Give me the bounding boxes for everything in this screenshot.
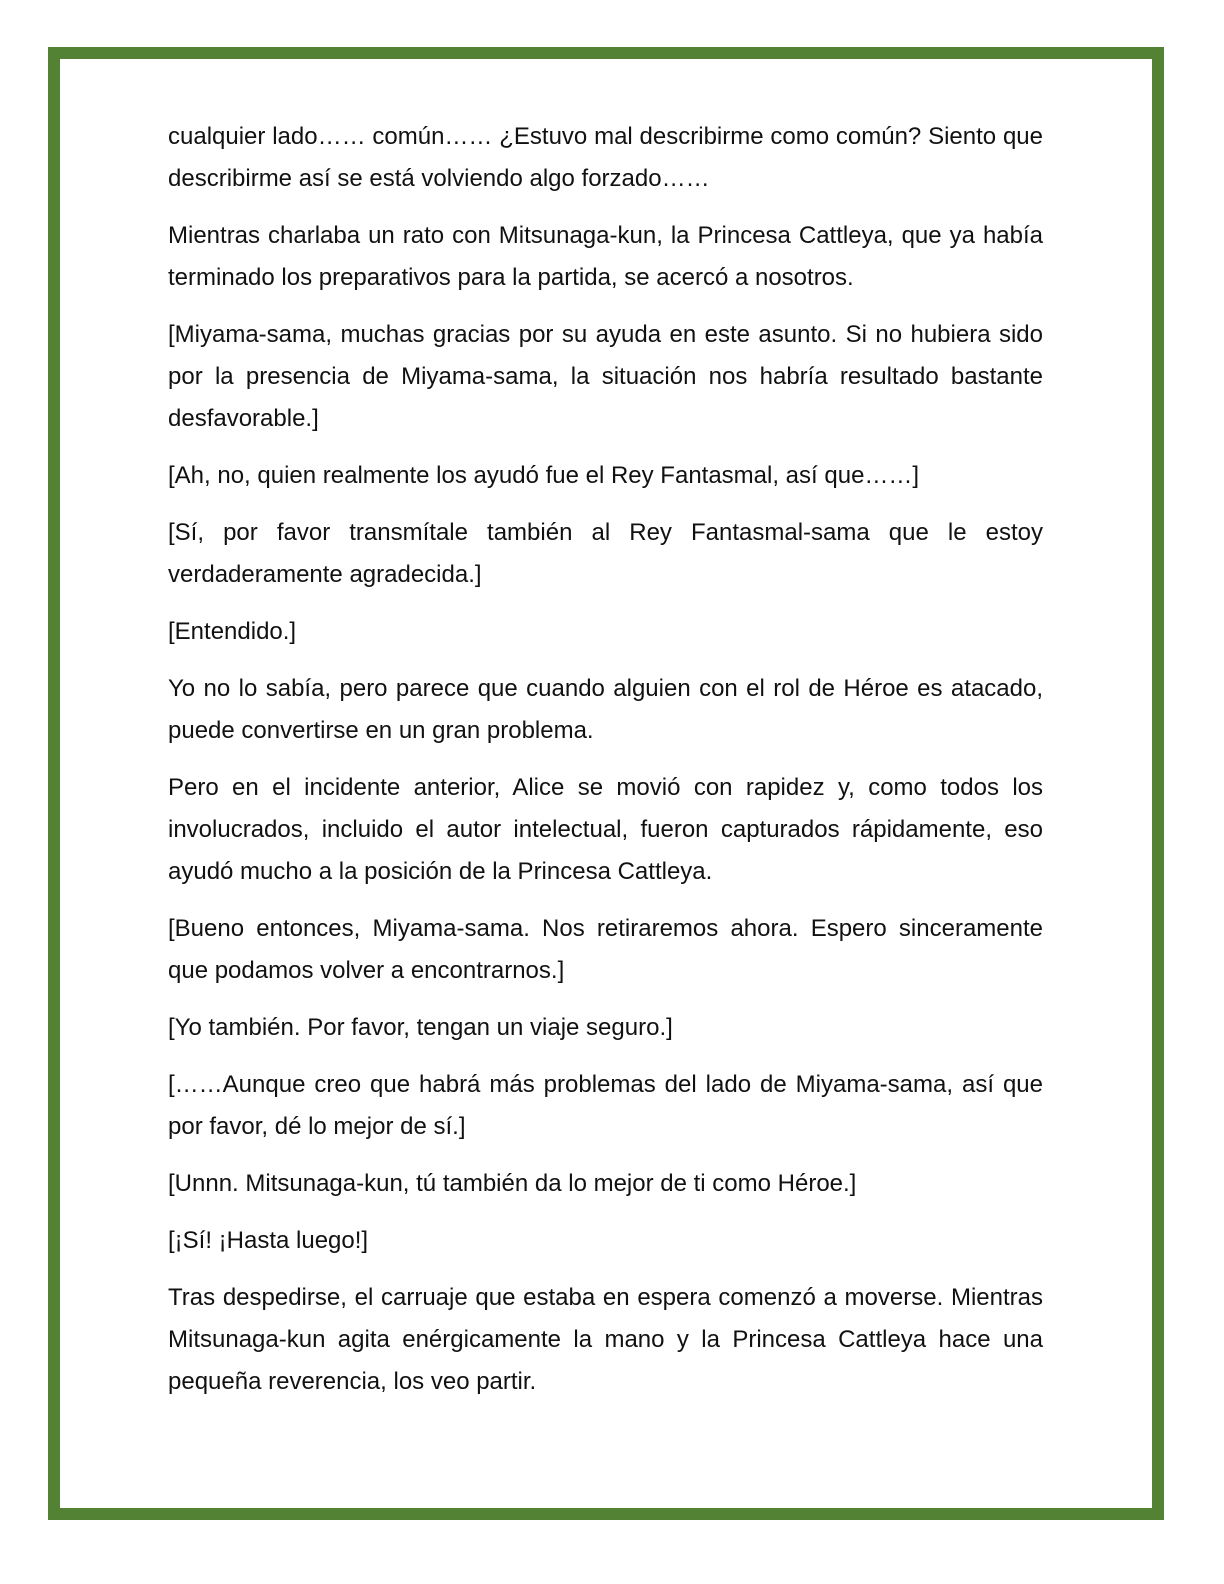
paragraph-7: Yo no lo sabía, pero parece que cuando alguien con el rol de Héroe es atacado, puede convertirse en un gran problema. xyxy=(168,675,1043,744)
paragraph-8: Pero en el incidente anterior, Alice se movió con rapidez y, como todos los involucrados, incluido el autor intelectual, fueron capturados rápidamente, eso ayudó mucho a la posición de la Princesa Cattleya. xyxy=(168,774,1043,885)
paragraph-6: [Entendido.] xyxy=(168,618,297,645)
paragraph-12: [Unnn. Mitsunaga-kun, tú también da lo mejor de ti como Héroe.] xyxy=(168,1170,857,1197)
paragraph-1: cualquier lado…… común…… ¿Estuvo mal describirme como común? Siento que describirme así se está volviendo algo forzado…… xyxy=(168,123,1043,192)
paragraph-3: [Miyama-sama, muchas gracias por su ayuda en este asunto. Si no hubiera sido por la presencia de Miyama-sama, la situación nos habría resultado bastante desfavorable.] xyxy=(168,321,1043,432)
paragraph-14: Tras despedirse, el carruaje que estaba en espera comenzó a moverse. Mientras Mitsunaga-kun agita enérgicamente la mano y la Princesa Cattleya hace una pequeña reverencia, los veo partir. xyxy=(168,1284,1043,1395)
document-body xyxy=(168,116,1043,1418)
paragraph-11: [……Aunque creo que habrá más problemas del lado de Miyama-sama, así que por favor, dé lo mejor de sí.] xyxy=(168,1071,1043,1140)
paragraph-13: [¡Sí! ¡Hasta luego!] xyxy=(168,1227,369,1254)
paragraph-5: [Sí, por favor transmítale también al Rey Fantasmal-sama que le estoy verdaderamente agradecida.] xyxy=(168,519,1043,588)
paragraph-4: [Ah, no, quien realmente los ayudó fue el Rey Fantasmal, así que……] xyxy=(168,462,920,489)
paragraph-9: [Bueno entonces, Miyama-sama. Nos retiraremos ahora. Espero sinceramente que podamos volver a encontrarnos.] xyxy=(168,915,1043,984)
paragraph-2: Mientras charlaba un rato con Mitsunaga-kun, la Princesa Cattleya, que ya había terminado los preparativos para la partida, se acercó a nosotros. xyxy=(168,222,1043,291)
paragraph-10: [Yo también. Por favor, tengan un viaje seguro.] xyxy=(168,1014,673,1041)
